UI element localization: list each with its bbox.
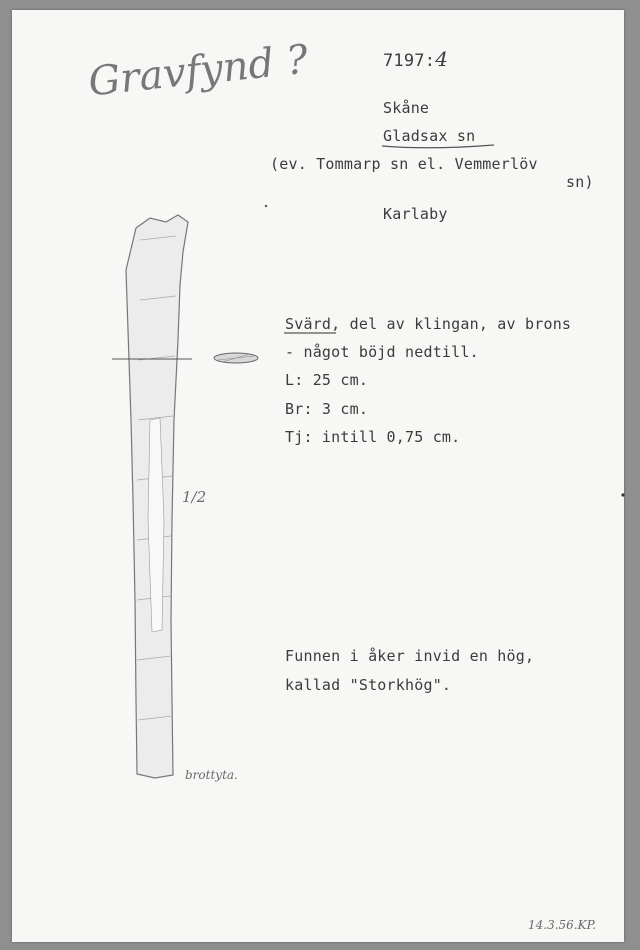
catalog-number-suffix: 4 — [435, 47, 449, 71]
break-label: brottyta. — [185, 768, 238, 782]
description-line1 — [285, 315, 571, 333]
parish: Gladsax sn — [383, 127, 476, 145]
thickness-measure: Tj: intill 0,75 cm. — [285, 428, 461, 446]
object-name: Svärd — [285, 315, 332, 333]
parish-underline — [382, 145, 494, 148]
breadth-measure: Br: 3 cm. — [285, 400, 369, 418]
find-line2: kallad "Storkhög". — [285, 676, 452, 694]
pencil-dot — [621, 493, 624, 496]
pencil-dot — [265, 205, 267, 207]
catalog-number — [383, 47, 448, 71]
signature: 14.3.56.KP. — [528, 918, 597, 932]
scale-label: 1/2 — [182, 488, 207, 506]
description-line2: - något böjd nedtill. — [285, 343, 479, 361]
alternative-parish-line1: (ev. Tommarp sn el. Vemmerlöv — [270, 155, 538, 173]
find-line1: Funnen i åker invid en hög, — [285, 647, 535, 665]
province: Skåne — [383, 99, 430, 117]
village: Karlaby — [383, 205, 448, 223]
alternative-parish-line2: sn) — [566, 173, 594, 191]
handwritten-title: Gravfynd ? — [86, 36, 311, 106]
length-measure: L: 25 cm. — [285, 371, 369, 389]
catalog-number-main: 7197: — [383, 51, 436, 71]
description-rest: , del av klingan, av brons — [331, 315, 572, 333]
